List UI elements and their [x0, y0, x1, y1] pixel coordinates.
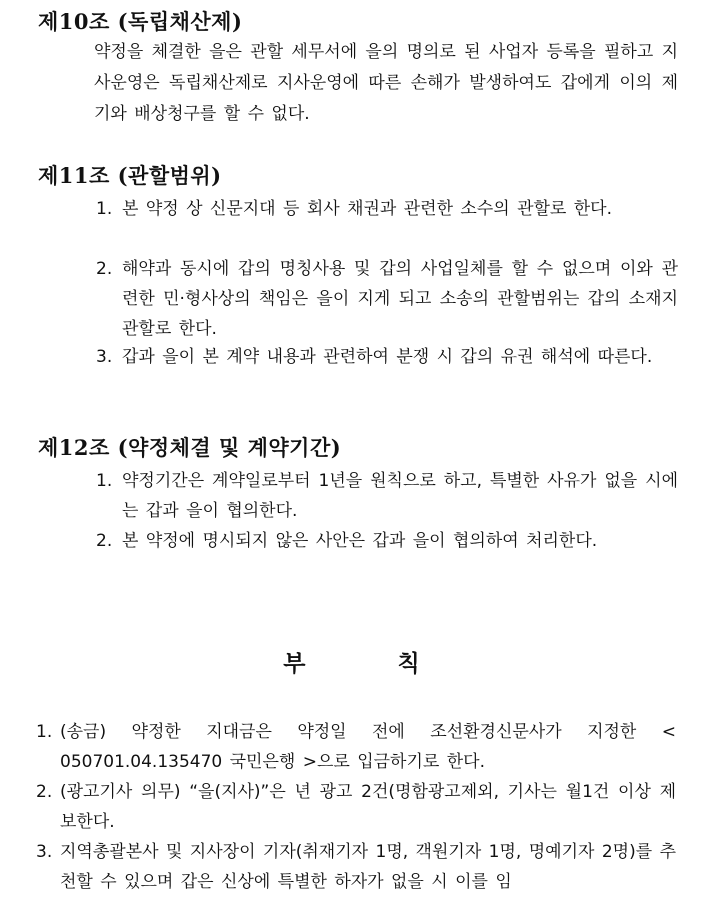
- article-10-text: 약정을 체결한 을은 관할 세무서에 을의 명의로 된 사업자 등록을 필하고 지사운영은 독립채산제로 지사운영에 따른 손해가 발생하여도 갑에게 이의 제기와 배상청구를 할 수 없다.: [94, 42, 678, 124]
- item-number: 1.: [36, 722, 53, 742]
- appendix-title-char-2: 칙: [397, 650, 420, 677]
- item-text: 약정기간은 계약일로부터 1년을 원칙으로 하고, 특별한 사유가 없을 시에는 갑과 을이 협의한다.: [122, 471, 678, 521]
- item-number: 2.: [96, 259, 113, 279]
- item-text: (송금) 약정한 지대금은 약정일 전에 조선환경신문사가 지정한 < 050701.04.135470 국민은행 >으로 입금하기로 한다.: [60, 722, 676, 772]
- article-11-item-1: [96, 194, 678, 224]
- article-11-heading: 제11조 (관할범위): [38, 163, 222, 188]
- item-number: 1.: [96, 471, 113, 491]
- article-10-heading: 제10조 (독립채산제): [38, 9, 243, 34]
- appendix-title-char-1: 부: [283, 650, 306, 677]
- appendix-item-3: [36, 837, 676, 897]
- item-number: 2.: [36, 782, 53, 802]
- appendix-item-2: [36, 777, 676, 837]
- item-number: 2.: [96, 531, 113, 551]
- item-text: 해약과 동시에 갑의 명칭사용 및 갑의 사업일체를 할 수 없으며 이와 관련한 민·형사상의 책임은 을이 지게 되고 소송의 관할범위는 갑의 소재지 관할로 한다.: [122, 259, 678, 339]
- appendix-title: [0, 648, 703, 680]
- item-text: 본 약정에 명시되지 않은 사안은 갑과 을이 협의하여 처리한다.: [122, 531, 598, 551]
- appendix-item-1: [36, 717, 676, 777]
- item-text: 본 약정 상 신문지대 등 회사 채권과 관련한 소수의 관할로 한다.: [122, 199, 612, 219]
- item-number: 3.: [96, 347, 113, 367]
- article-11-item-2: [96, 254, 678, 344]
- article-12-item-1: [96, 466, 678, 526]
- item-text: 지역총괄본사 및 지사장이 기자(취재기자 1명, 객원기자 1명, 명예기자 2명)를 추천할 수 있으며 갑은 신상에 특별한 하자가 없을 시 이를 임: [60, 842, 676, 892]
- item-number: 1.: [96, 199, 113, 219]
- article-12-heading: 제12조 (약정체결 및 계약기간): [38, 435, 342, 460]
- item-number: 3.: [36, 842, 53, 862]
- item-text: (광고기사 의무) “을(지사)”은 년 광고 2건(명함광고제외, 기사는 월1건 이상 제보한다.: [60, 782, 676, 832]
- article-11-item-3: [96, 342, 678, 372]
- article-12-item-2: [96, 526, 678, 556]
- item-text: 갑과 을이 본 계약 내용과 관련하여 분쟁 시 갑의 유권 해석에 따른다.: [122, 347, 653, 367]
